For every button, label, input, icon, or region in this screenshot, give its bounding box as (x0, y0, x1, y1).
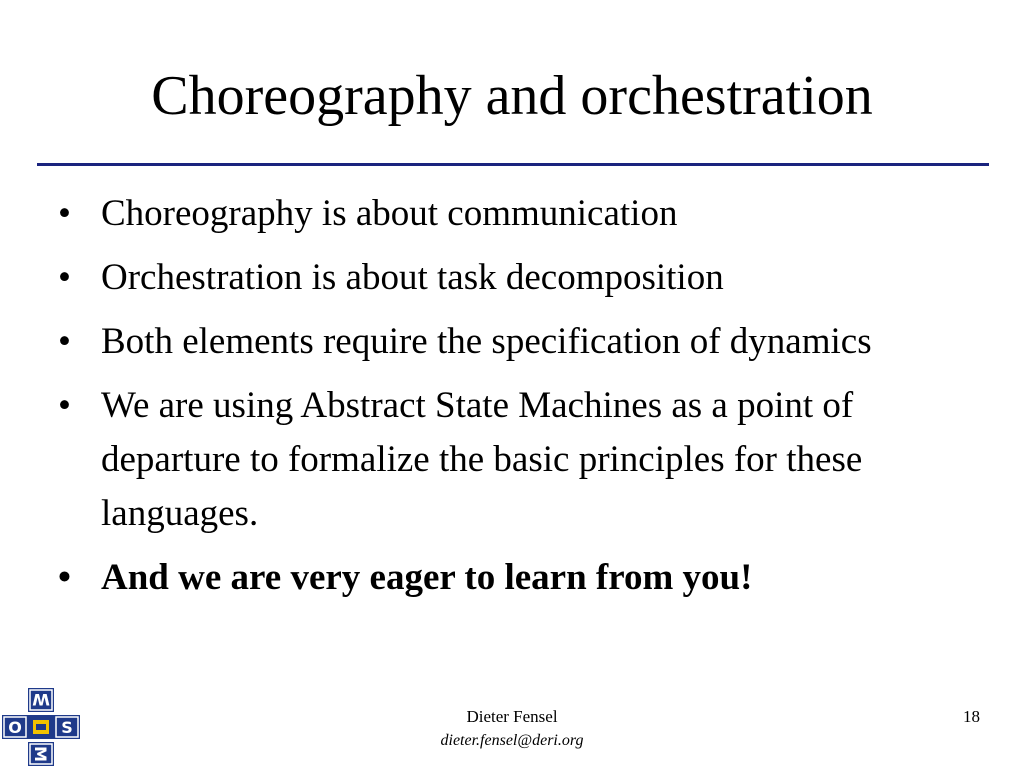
bullet-text: Both elements require the specification of dynamics (101, 321, 872, 362)
logo-letter: M (31, 746, 50, 762)
bullet-item (58, 251, 958, 305)
bullet-list (58, 187, 958, 615)
bullet-item-emphasis (58, 551, 958, 605)
logo-letter: W (32, 690, 50, 709)
bullet-dot: • (58, 193, 71, 234)
bullet-dot: • (58, 557, 71, 598)
footer-email: dieter.fensel@deri.org (440, 732, 584, 749)
bullet-text: Choreography is about communication (101, 193, 678, 234)
bullet-dot: • (58, 257, 71, 298)
title-divider (37, 163, 989, 166)
bullet-dot: • (58, 385, 71, 426)
logo-letter: S (61, 718, 73, 737)
footer-author: Dieter Fensel (466, 707, 558, 726)
slide-title: Choreography and orchestration (151, 65, 873, 127)
wsmo-logo-icon (0, 686, 82, 768)
bullet-item (58, 187, 958, 241)
logo-letter: O (8, 718, 22, 737)
page-number: 18 (963, 707, 980, 726)
bullet-dot: • (58, 321, 71, 362)
bullet-text: We are using Abstract State Machines as a point of departure to formalize the basic principles for these languages. (101, 385, 863, 534)
bullet-text: And we are very eager to learn from you! (101, 557, 753, 598)
bullet-item (58, 379, 958, 541)
bullet-item (58, 315, 958, 369)
bullet-text: Orchestration is about task decomposition (101, 257, 724, 298)
